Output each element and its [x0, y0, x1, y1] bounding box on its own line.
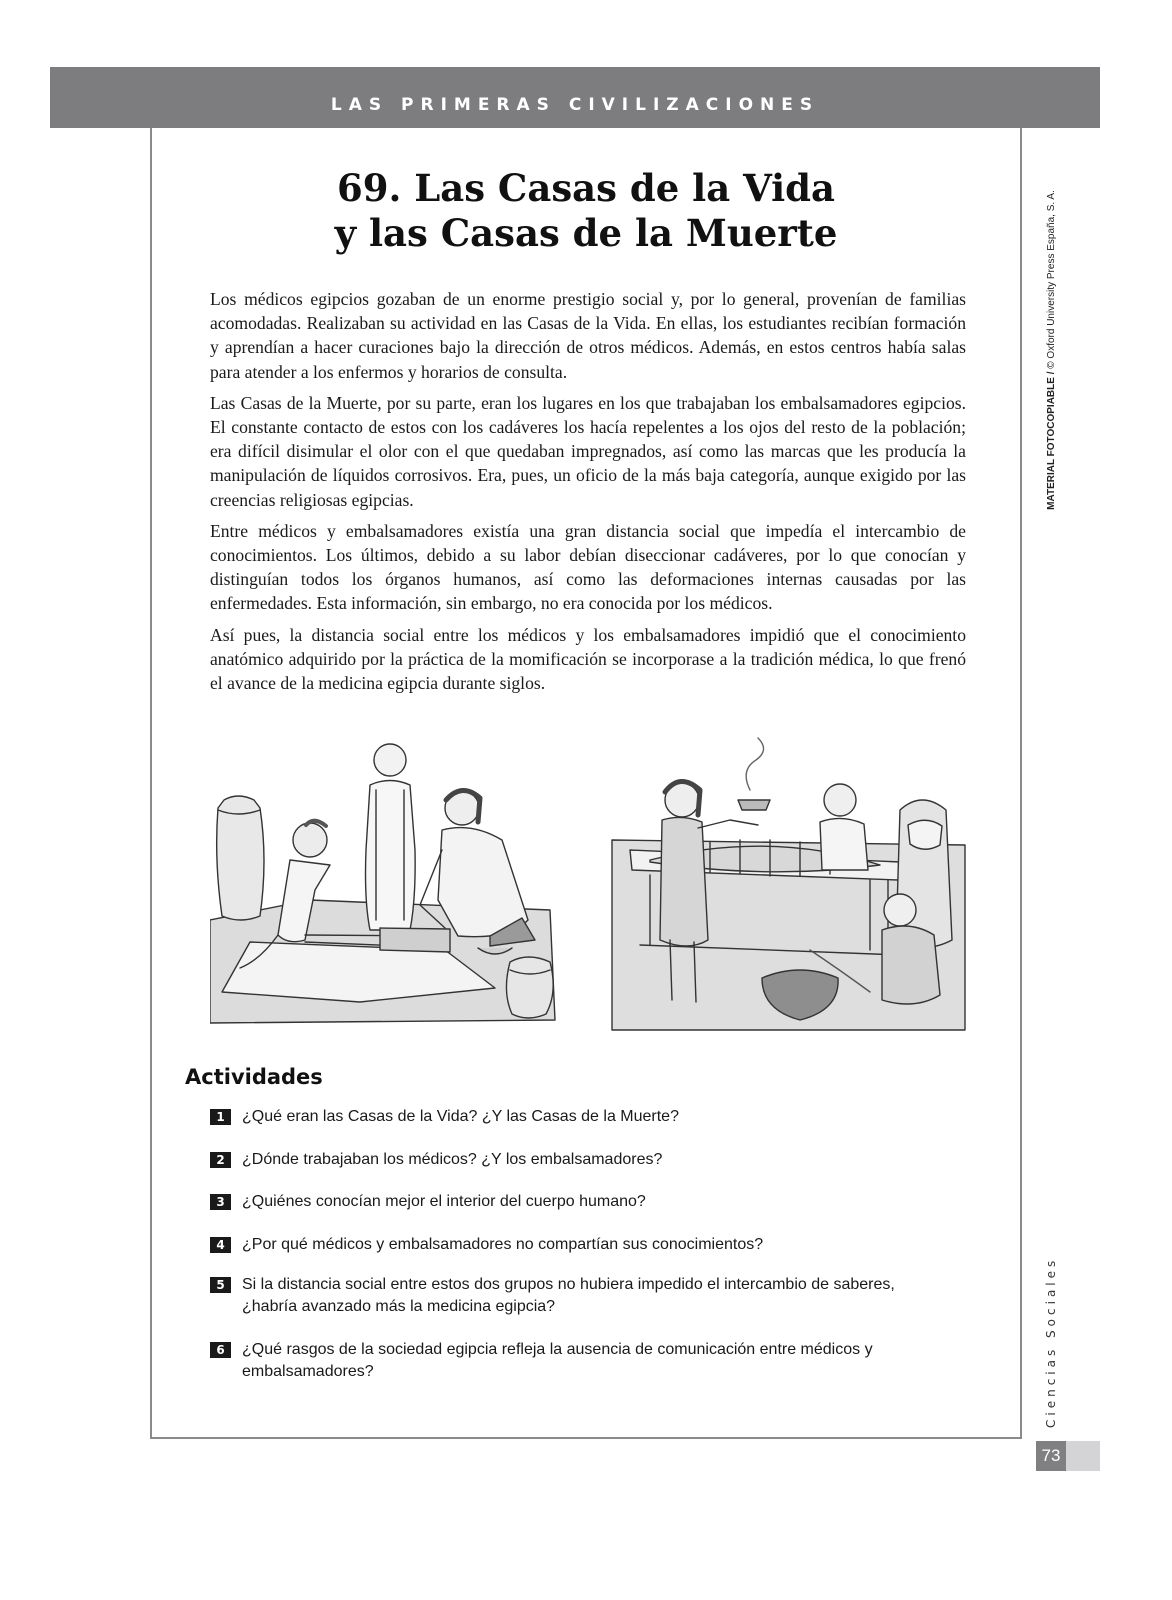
activity-question: ¿Qué eran las Casas de la Vida? ¿Y las Casas de la Muerte? — [242, 1108, 679, 1125]
activity-question: ¿Qué rasgos de la sociedad egipcia refleja la ausencia de comunicación entre médicos y embalsamadores? — [242, 1341, 873, 1380]
section-title: LAS PRIMERAS CIVILIZACIONES — [330, 94, 820, 115]
activity-item — [210, 1234, 930, 1256]
activity-item — [210, 1339, 930, 1383]
paragraph-4: Así pues, la distancia social entre los médicos y los embalsamadores impidió que el conocimiento anatómico adquirido por la práctica de la momificación se incorporase a la tradición médica, lo que frenó el avance de la medicina egipcia durante siglos. — [210, 624, 966, 694]
activity-number: 4 — [210, 1237, 231, 1253]
illustration — [210, 730, 970, 1035]
body-text — [210, 287, 966, 702]
activity-item — [210, 1191, 930, 1213]
subject-label: Ciencias Sociales — [1044, 1256, 1058, 1428]
section-banner — [50, 67, 1100, 128]
material-label: MATERIAL FOTOCOPIABLE / — [1046, 371, 1057, 510]
activity-number: 2 — [210, 1152, 231, 1168]
activity-number: 1 — [210, 1109, 231, 1125]
paragraph-3: Entre médicos y embalsamadores existía una gran distancia social que impedía el intercambio de conocimientos. Los últimos, debido a su labor debían diseccionar cadáveres, por lo que conocían y distinguían todos los órganos humanos, así como las deformaciones internas causadas por las enfermedades. Esta información, sin embargo, no era conocida por los médicos. — [210, 520, 966, 614]
paragraph-1: Los médicos egipcios gozaban de un enorme prestigio social y, por lo general, provenían de familias acomodadas. Realizaban su actividad en las Casas de la Vida. En ellas, los estudiantes recibían formación y aprendían a hacer curaciones bajo la dirección de otros médicos. Además, en estos centros había salas para atender a los enfermos y horarios de consulta. — [210, 289, 966, 382]
activity-item — [210, 1106, 930, 1128]
activity-question: ¿Dónde trabajaban los médicos? ¿Y los embalsamadores? — [242, 1151, 663, 1168]
title-line-2: y las Casas de la Muerte — [334, 211, 838, 255]
activity-question: ¿Por qué médicos y embalsamadores no compartían sus conocimientos? — [242, 1236, 764, 1253]
activity-number: 5 — [210, 1277, 231, 1293]
activity-question: ¿Quiénes conocían mejor el interior del cuerpo humano? — [242, 1193, 646, 1210]
page-number: 73 — [1041, 1446, 1061, 1465]
copyright-note — [1045, 170, 1059, 530]
house-of-death-illustration — [612, 738, 965, 1030]
activity-question: Si la distancia social entre estos dos grupos no hubiera impedido el intercambio de saberes, ¿habría avanzado más la medicina egipcia? — [242, 1276, 895, 1315]
activity-item — [210, 1274, 930, 1318]
title-line-1: 69. Las Casas de la Vida — [336, 166, 836, 210]
activity-item — [210, 1149, 930, 1171]
activities-heading: Actividades — [185, 1065, 323, 1089]
activity-number: 3 — [210, 1194, 231, 1210]
page-title — [152, 166, 1020, 256]
activity-number: 6 — [210, 1342, 231, 1358]
page-number-box — [1036, 1441, 1100, 1471]
house-of-life-illustration — [210, 744, 555, 1023]
copyright-text: © Oxford University Press España, S. A. — [1046, 190, 1057, 372]
paragraph-2: Las Casas de la Muerte, por su parte, eran los lugares en los que trabajaban los embalsamadores egipcios. El constante contacto de estos con los cadáveres los hacía repelentes a los ojos del resto de la población; era difícil disimular el olor con el que quedaban impregnados, así como las marcas que les producía la manipulación de líquidos corrosivos. Era, pues, un oficio de la más baja categoría, aunque exigido por las creencias religiosas egipcias. — [210, 392, 966, 510]
